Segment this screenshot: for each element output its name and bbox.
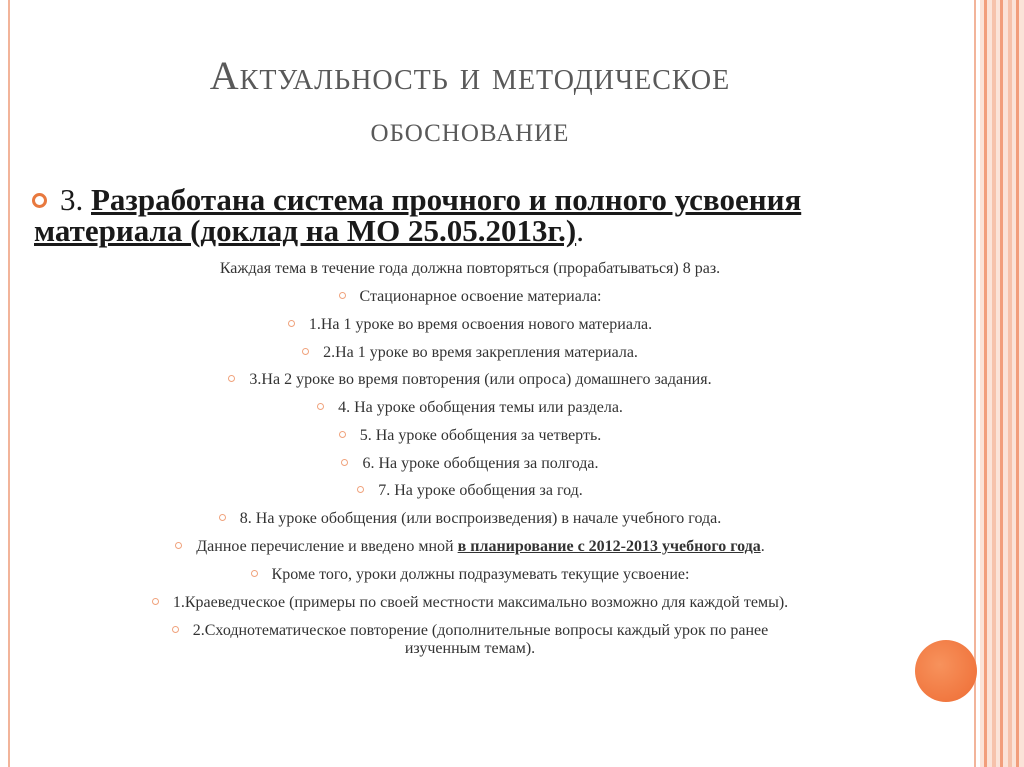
main-point-number: 3. (60, 182, 91, 217)
list-item: 2.Сходнотематическое повторение (дополнительные вопросы каждый урок по ранее (0, 622, 940, 640)
list-item: 2.На 1 уроке во время закрепления материала. (0, 344, 940, 362)
ring-bullet-icon (339, 431, 346, 438)
ring-bullet-icon (302, 348, 309, 355)
main-point-text: Разработана система прочного и полного усвоения материала (доклад на МО 25.05.2013г.) (34, 182, 802, 248)
ring-bullet-icon (32, 193, 47, 208)
ring-bullet-icon (172, 626, 179, 633)
ring-bullet-icon (317, 403, 324, 410)
ring-bullet-icon (219, 514, 226, 521)
slide-title-line1: Актуальность и методическое (209, 53, 731, 98)
main-point-end: . (576, 213, 584, 248)
list-item: 8. На уроке обобщения (или воспроизведения) в начале учебного года. (0, 510, 940, 528)
underlined-text: в планирование с 2012-2013 учебного года (457, 538, 761, 555)
list-item: Данное перечисление и введено мной в планирование с 2012-2013 учебного года. (0, 538, 940, 556)
list-item: 1.Краеведческое (примеры по своей местности максимально возможно для каждой темы). (0, 594, 940, 612)
ring-bullet-icon (339, 292, 346, 299)
list-item-continuation: изученным темам). (404, 640, 536, 657)
ring-bullet-icon (288, 320, 295, 327)
list-item: 3.На 2 уроке во время повторения (или опроса) домашнего задания. (0, 371, 940, 389)
slide-title-line2: обоснование (370, 109, 570, 149)
list-item: 5. На уроке обобщения за четверть. (0, 427, 940, 445)
decorative-stripes (980, 0, 1024, 767)
ring-bullet-icon (228, 375, 235, 382)
ring-bullet-icon (357, 486, 364, 493)
list-item: 1.На 1 уроке во время освоения нового материала. (0, 316, 940, 334)
list-item: Стационарное освоение материала: (0, 288, 940, 306)
ring-bullet-icon (251, 570, 258, 577)
ring-bullet-icon (175, 542, 182, 549)
list-item: Кроме того, уроки должны подразумевать текущие усвоение: (0, 566, 940, 584)
list-item: 7. На уроке обобщения за год. (0, 482, 940, 500)
decorative-circle (915, 640, 977, 702)
list-item: Каждая тема в течение года должна повторяться (прорабатываться) 8 раз. (219, 260, 721, 277)
ring-bullet-icon (152, 598, 159, 605)
ring-bullet-icon (341, 459, 348, 466)
list-item: 6. На уроке обобщения за полгода. (0, 455, 940, 473)
list-item: 4. На уроке обобщения темы или раздела. (0, 399, 940, 417)
main-point (34, 184, 934, 246)
